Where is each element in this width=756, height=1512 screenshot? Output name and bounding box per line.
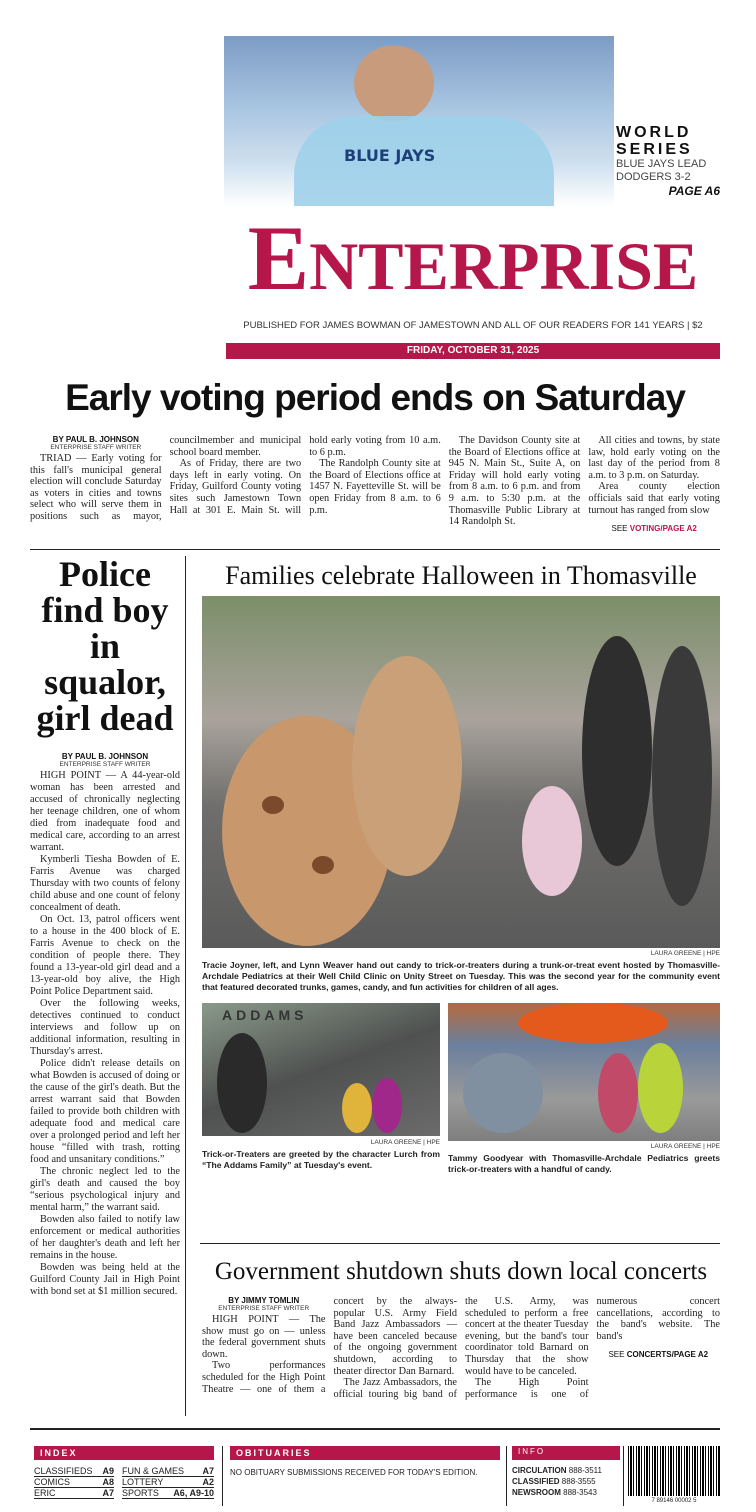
index-page: A7	[202, 1466, 214, 1476]
halloween-main-photo[interactable]	[202, 596, 720, 948]
paragraph: HIGH POINT — The show must go on — unless the federal government shuts down.	[202, 1314, 326, 1360]
photo-caption: Tammy Goodyear with Thomasville-Archdale Pediatrics greets trick-or-treaters with a handful of candy.	[448, 1153, 720, 1174]
photo-credit: LAURA GREENE | HPE	[370, 1139, 440, 1146]
paragraph: The High Point performance is one of numerous concert cancellations, according to the band's website. The band's	[465, 1296, 720, 1400]
jump-ref: CONCERTS/PAGE A2	[626, 1350, 709, 1360]
index-label: CLASSIFIEDS	[34, 1466, 93, 1476]
byline-role: ENTERPRISE STAFF WRITER	[50, 444, 142, 451]
child-costume	[342, 1083, 372, 1133]
photo-caption: Trick-or-Treaters are greeted by the character Lurch from “The Addams Family” at Tuesday's event.	[202, 1149, 440, 1170]
info-label: CIRCULATION	[512, 1466, 567, 1475]
index-box	[34, 1446, 214, 1499]
teaser-subtitle: BLUE JAYS LEAD	[616, 158, 707, 170]
masthead-rest: NTERPRISE	[309, 228, 699, 304]
index-item-eric[interactable]	[34, 1488, 114, 1499]
byline: BY PAUL B. JOHNSON	[52, 435, 139, 444]
police-story	[30, 752, 180, 1298]
police-headline[interactable]: Police find boy in squalor, girl dead	[36, 554, 174, 738]
paragraph: Over the following weeks, detectives continued to conduct interviews and follow up on additional information, resulting in Thursday's arrest.	[30, 998, 180, 1057]
index-label: LOTTERY	[122, 1477, 164, 1487]
index-label: COMICS	[34, 1477, 70, 1487]
section-divider	[200, 1243, 720, 1244]
index-page: A7	[102, 1488, 114, 1498]
info-circulation	[512, 1465, 620, 1476]
byline: BY JIMMY TOMLIN	[228, 1296, 300, 1305]
cookie-spot	[262, 796, 284, 814]
jump-see: SEE	[611, 524, 628, 534]
paragraph: All cities and towns, by state law, hold early voting on the last day of the period from 8 a.m. to 3 p.m. on Saturday.	[588, 435, 720, 481]
paragraph: HIGH POINT — A 44-year-old woman has been arrested and accused of chronically neglecting her teenage children, one of whom died from inadequate food and medical care, according to an arrest warrant.	[30, 770, 180, 853]
footer-divider	[623, 1446, 624, 1506]
info-label: NEWSROOM	[512, 1488, 561, 1497]
barcode	[628, 1446, 720, 1496]
info-phone: 888-3543	[563, 1488, 597, 1497]
section-divider	[30, 549, 720, 550]
index-item-comics[interactable]	[34, 1477, 114, 1488]
addams-sign: ADDAMS	[222, 1007, 308, 1023]
jersey-text: BLUE JAYS	[344, 146, 436, 165]
info-box	[512, 1446, 620, 1498]
cookie-spot	[312, 856, 334, 874]
lurch-figure	[217, 1033, 267, 1133]
masthead-logo	[226, 207, 720, 312]
byline: BY PAUL B. JOHNSON	[61, 752, 149, 761]
byline-role: ENTERPRISE STAFF WRITER	[59, 761, 151, 768]
info-phone: 888-3511	[568, 1466, 602, 1475]
paragraph: Bowden also failed to notify law enforcement or medical authorities of her daughter's death and left her remains in the house.	[30, 1214, 180, 1261]
info-header: INFO	[512, 1446, 620, 1460]
jump-see: SEE	[608, 1350, 625, 1360]
paragraph: Area county election officials said that early voting turnout has ranged from slow	[588, 481, 720, 516]
tagline: PUBLISHED FOR JAMES BOWMAN OF JAMESTOWN AND ALL OF OUR READERS FOR 141 YEARS | $2	[243, 320, 703, 331]
info-newsroom	[512, 1487, 620, 1498]
paragraph: Kymberli Tiesha Bowden of E. Farris Avenue was charged Thursday with two counts of felony child abuse and one count of felony concealment of death.	[30, 854, 180, 913]
footer-divider	[506, 1446, 507, 1506]
adult-figure	[463, 1053, 543, 1133]
index-label: FUN & GAMES	[122, 1466, 185, 1476]
lead-jump-link[interactable]	[588, 524, 720, 533]
obituaries-text: NO OBITUARY SUBMISSIONS RECEIVED FOR TODAY'S EDITION.	[230, 1468, 478, 1477]
index-item-lottery[interactable]	[122, 1477, 214, 1488]
pitcher-head	[354, 46, 434, 121]
paragraph: The Randolph County site at the Board of Elections office at 1457 N. Fayetteville St. will be open Friday from 8 a.m. to 6 p.m.	[309, 458, 441, 516]
index-page: A9	[102, 1466, 114, 1476]
photo-credit: LAURA GREENE | HPE	[650, 950, 720, 957]
world-series-photo[interactable]	[224, 36, 614, 206]
goodyear-photo[interactable]	[448, 1003, 720, 1141]
paragraph: The Jazz Ambassadors, the official touring big band of the U.S. Army, was scheduled to perform a free concert at the theater Tuesday evening, but the band's tour coordinator told Barnard on Thursday that the show would have to be canceled.	[333, 1296, 589, 1400]
paragraph: As of Friday, there are two days left in early voting. On Friday, Guilford County voting sites such Jamestown Town Hall at 301 E. Main St. will hold early voting from 10 a.m. to 6 p.m.	[169, 435, 441, 516]
paragraph: TRIAD — Early voting for this fall's municipal general election will conclude Saturday as voters in cities and towns select who will serve them in positions such as mayor, councilmember and municipal school board member.	[30, 435, 302, 522]
info-label: CLASSIFIED	[512, 1477, 560, 1486]
halloween-headline[interactable]: Families celebrate Halloween in Thomasville	[225, 561, 697, 590]
photo-caption: Tracie Joyner, left, and Lynn Weaver hand out candy to trick-or-treaters during a trunk-or-treat event hosted by Thomasville-Archdale Pediatrics at their Well Child Clinic on Unity Street on Tuesday. This was the second year for the community event that featured decorated trunks, games, candy, and fun activities for children of all ages.	[202, 960, 720, 992]
barcode-digits: 7 89146 00002 5	[651, 1498, 697, 1504]
index-page: A6, A9-10	[173, 1488, 214, 1498]
cookie-costume	[352, 656, 462, 876]
world-series-teaser[interactable]	[616, 124, 720, 198]
teaser-title: SERIES	[616, 141, 693, 158]
paragraph: The chronic neglect led to the girl's death and caused the boy “serious psychological injury and mental harm,” the warrant said.	[30, 1166, 180, 1213]
lead-story-body	[30, 435, 720, 533]
paragraph: Two performances scheduled for the High Point Theatre — one of them a concert by the always-popular U.S. Army Field Band Jazz Ambassadors — have been canceled because of the ongoing government shutdown, according to theater director Dan Barnard.	[202, 1296, 457, 1395]
index-label: ERIC	[34, 1488, 56, 1498]
paragraph: The Davidson County site at the Board of Elections office at 945 N. Main St., Suite A, on Friday will hold early voting from 8 a.m. to 6 p.m. and from 9 a.m. to 5:30 p.m. at the Thomasville Public Library at 14 Randolph St.	[448, 435, 581, 528]
shutdown-story-body	[202, 1296, 720, 1400]
byline-role: ENTERPRISE STAFF WRITER	[218, 1305, 310, 1312]
child-costume	[522, 786, 582, 896]
footer-divider	[222, 1446, 223, 1506]
lead-headline[interactable]: Early voting period ends on Saturday	[65, 377, 685, 418]
shutdown-headline[interactable]: Government shutdown shuts down local concerts	[214, 1258, 708, 1285]
index-page: A2	[202, 1477, 214, 1487]
teaser-subtitle: DODGERS 3-2	[616, 171, 691, 183]
child-costume	[638, 1043, 683, 1133]
shutdown-jump-link[interactable]	[597, 1350, 721, 1359]
teaser-title: WORLD	[616, 124, 692, 141]
adult-figure	[582, 636, 652, 866]
teaser-page-ref[interactable]: PAGE A6	[668, 184, 720, 198]
child-costume	[598, 1053, 638, 1133]
adult-figure	[652, 646, 712, 906]
addams-photo[interactable]	[202, 1003, 440, 1136]
index-page: A8	[102, 1477, 114, 1487]
index-item-sports[interactable]	[122, 1488, 214, 1499]
index-label: SPORTS	[122, 1488, 159, 1498]
date-bar: FRIDAY, OCTOBER 31, 2025	[226, 343, 720, 359]
index-header: INDEX	[34, 1446, 214, 1460]
jump-ref: VOTING/PAGE A2	[629, 524, 697, 534]
photo-credit: LAURA GREENE | HPE	[650, 1143, 720, 1150]
index-item-fun-games[interactable]	[122, 1466, 214, 1477]
paragraph: On Oct. 13, patrol officers went to a house in the 400 block of E. Farris Avenue to check on the condition of people there. They found a 13-year-old girl dead and a 13-year-old boy alive, the High Point Police Department said.	[30, 914, 180, 997]
masthead-initial: E	[247, 207, 310, 309]
obituaries-box	[230, 1446, 500, 1477]
info-phone: 888-3555	[561, 1477, 596, 1486]
footer-divider	[30, 1428, 720, 1430]
balloon-arch	[518, 1003, 668, 1043]
column-divider	[185, 556, 186, 1416]
obituaries-header: OBITUARIES	[230, 1446, 500, 1460]
child-costume	[372, 1078, 402, 1133]
info-classified	[512, 1476, 620, 1487]
index-item-classifieds[interactable]	[34, 1466, 114, 1477]
paragraph: Police didn't release details on what Bowden is accused of doing or the cause of the girl's death. But the arrest warrant said that Bowden failed to provide both children with adequate food and medical care over a prolonged period and left her house “filled with trash, rotting food and unsanitary conditions.”	[30, 1058, 180, 1165]
paragraph: Bowden was being held at the Guilford County Jail in High Point with bond set at $1 million secured.	[30, 1262, 180, 1297]
